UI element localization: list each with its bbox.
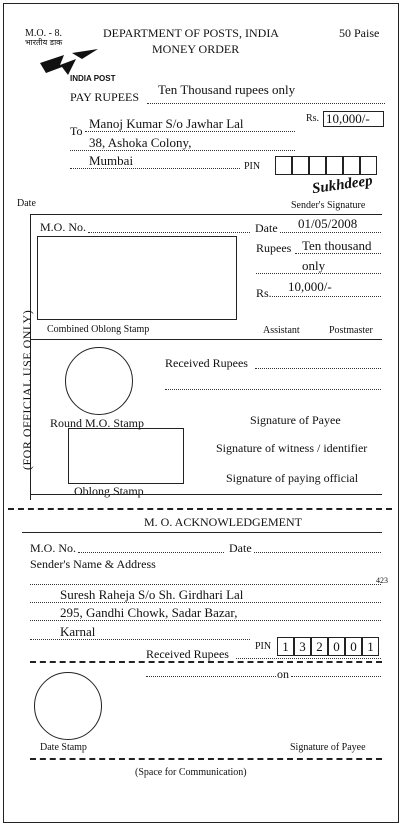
oblong-stamp-box — [68, 428, 184, 484]
ack-date-label: Date — [229, 541, 252, 555]
assistant-label: Assistant — [263, 325, 300, 336]
ack-pin-label: PIN — [255, 641, 272, 652]
ack-pin-digit: 3 — [294, 637, 311, 656]
ack-mo-no-line — [78, 552, 224, 553]
ack-received-line-2 — [146, 676, 276, 677]
ack-address-line-1 — [30, 602, 381, 603]
official-top-border — [30, 214, 382, 215]
ack-pin-digit: 1 — [362, 637, 379, 656]
ack-title-rule — [22, 532, 382, 533]
ack-mid-dashed-line — [30, 661, 382, 663]
ack-address-line-3 — [30, 639, 250, 640]
rs-label: Rs. — [306, 113, 320, 124]
ack-on-label: on — [277, 667, 289, 681]
round-stamp-label: Round M.O. Stamp — [50, 416, 145, 430]
senders-signature-label: Sender's Signature — [291, 200, 366, 211]
official-rs-label: Rs. — [256, 286, 272, 300]
form-code: M.O. - 8. — [25, 28, 62, 39]
address-line-1 — [85, 131, 295, 132]
pin-box — [343, 156, 360, 175]
combined-stamp-label: Combined Oblong Stamp — [47, 324, 150, 335]
official-rupees-words-1: Ten thousand — [302, 238, 372, 253]
date-stamp-circle — [34, 672, 102, 740]
pin-box — [326, 156, 343, 175]
pin-box — [275, 156, 292, 175]
ack-sender-line-0 — [30, 584, 381, 585]
date-stamp-label: Date Stamp — [40, 742, 87, 753]
pin-box — [292, 156, 309, 175]
official-rupees-words-2: only — [302, 258, 326, 273]
ack-date-line — [254, 552, 381, 553]
official-mo-no-label: M.O. No. — [40, 220, 87, 234]
india-post-logo-text: INDIA POST — [70, 74, 116, 83]
signature-of-payee-label: Signature of Payee — [250, 413, 341, 427]
sender-signature: Sukhdeep — [311, 172, 374, 198]
payee-line-2: 38, Ashoka Colony, — [89, 135, 192, 150]
amount-figure: 10,000/- — [326, 111, 370, 126]
pin-box — [309, 156, 326, 175]
form-title: MONEY ORDER — [152, 42, 240, 56]
official-rupees-label: Rupees — [256, 241, 292, 255]
ack-pin-digit: 1 — [277, 637, 294, 656]
oblong-stamp-label: Oblong Stamp — [74, 484, 144, 498]
pay-rupees-line — [147, 103, 385, 104]
department-title: DEPARTMENT OF POSTS, INDIA — [103, 26, 279, 40]
official-rupees-line-2 — [256, 273, 381, 274]
space-for-communication-label: (Space for Communication) — [135, 767, 247, 778]
ack-on-line — [291, 676, 381, 677]
ack-sender-line-2: 295, Gandhi Chowk, Sadar Bazar, — [60, 605, 238, 620]
cut-line-bottom — [30, 758, 382, 760]
ack-signature-payee-label: Signature of Payee — [290, 742, 366, 753]
price-label: 50 Paise — [339, 26, 380, 40]
official-bottom-border — [30, 494, 382, 495]
ack-sender-label: Sender's Name & Address — [30, 557, 156, 571]
ack-pin-digit: 0 — [345, 637, 362, 656]
received-rupees-line-1 — [255, 368, 381, 369]
ack-received-line-1 — [236, 658, 381, 659]
official-rs-line — [272, 296, 381, 297]
amount-in-words: Ten Thousand rupees only — [158, 82, 296, 97]
official-use-side-label: (FOR OFFICIAL USE ONLY) — [20, 309, 34, 470]
combined-oblong-stamp-box — [37, 236, 237, 320]
address-line-2 — [70, 150, 295, 151]
date-label: Date — [17, 198, 36, 209]
form-code-hindi: भारतीय डाक — [25, 38, 63, 47]
official-received-rupees-label: Received Rupees — [165, 356, 248, 370]
ack-sender-line-1: Suresh Raheja S/o Sh. Girdhari Lal — [60, 587, 244, 602]
received-rupees-line-2 — [165, 389, 381, 390]
ack-address-line-2 — [30, 620, 381, 621]
payee-line-1: Manoj Kumar S/o Jawhar Lal — [89, 116, 244, 131]
ack-mo-no-label: M.O. No. — [30, 541, 77, 555]
official-divider — [30, 339, 382, 340]
cut-line-top — [8, 508, 392, 510]
ack-side-number: 423 — [376, 576, 388, 585]
round-mo-stamp-circle — [65, 347, 133, 415]
to-label: To — [70, 124, 83, 138]
ack-pin-digit: 2 — [311, 637, 328, 656]
official-rupees-line-1 — [295, 253, 381, 254]
pin-label: PIN — [244, 161, 261, 172]
ack-pin-digit: 0 — [328, 637, 345, 656]
official-mo-no-line — [88, 232, 250, 233]
official-rs-value: 10,000/- — [288, 279, 332, 294]
ack-received-rupees-label: Received Rupees — [146, 647, 229, 661]
official-date-line — [280, 232, 381, 233]
signature-of-paying-official-label: Signature of paying official — [226, 471, 359, 485]
official-date-value: 01/05/2008 — [298, 216, 358, 231]
pay-rupees-label: PAY RUPEES — [70, 90, 140, 104]
ack-sender-line-3: Karnal — [60, 624, 96, 639]
official-date-label: Date — [255, 221, 278, 235]
signature-of-witness-label: Signature of witness / identifier — [216, 441, 368, 455]
address-line-3 — [70, 168, 240, 169]
payee-line-3: Mumbai — [89, 153, 134, 168]
acknowledgement-title: M. O. ACKNOWLEDGEMENT — [144, 515, 302, 529]
postmaster-label: Postmaster — [329, 325, 373, 336]
